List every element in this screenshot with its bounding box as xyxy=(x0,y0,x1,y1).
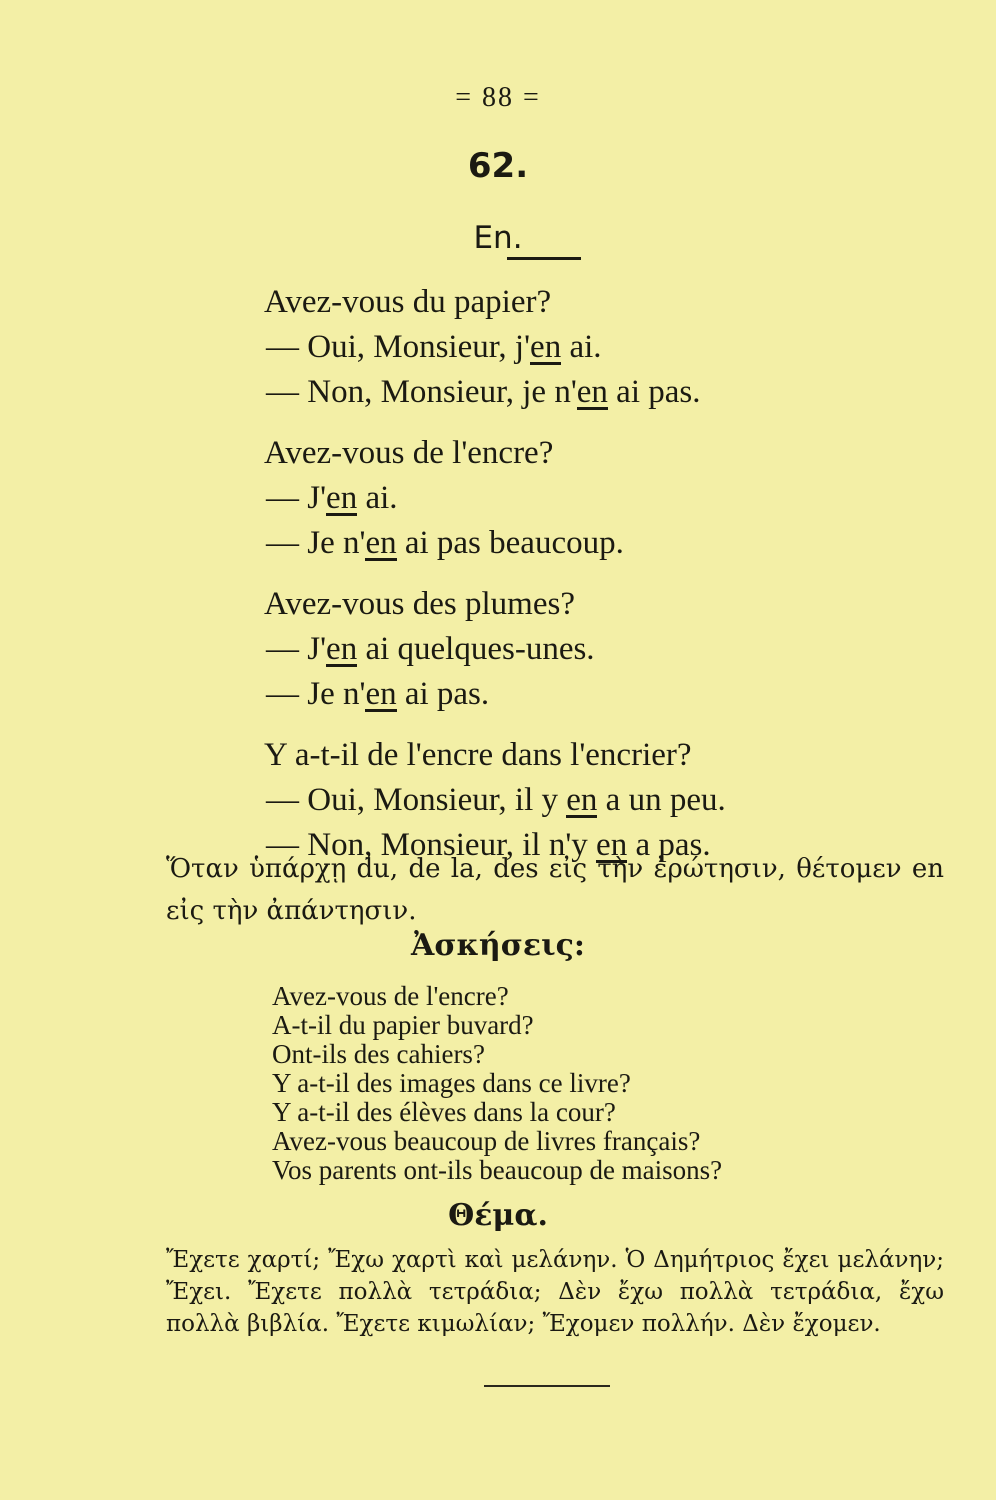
answer-text: ai pas beaucoup. xyxy=(396,525,624,561)
dialog xyxy=(264,280,904,884)
theme-paragraph: Ἔχετε χαρτί; Ἔχω χαρτὶ καὶ μελάνην. Ὁ Δημήτριος ἔχει μελάνην; Ἔχει. Ἔχετε πολλὰ τετράδια; Δὲν ἔχω πολλὰ τετράδια, ἔχω πολλὰ βιβλία. Ἔχετε κιμωλίαν; Ἔχομεν πολλήν. Δὲν ἔχομεν. xyxy=(166,1247,944,1337)
answer-text: ai. xyxy=(357,480,398,516)
exercise-item: Ont-ils des cahiers? xyxy=(272,1039,485,1069)
dialog-group xyxy=(264,582,904,717)
answer-text: — Oui, Monsieur, il y xyxy=(266,782,567,818)
exercise-item: A-t-il du papier buvard? xyxy=(272,1010,534,1040)
answer-line xyxy=(264,627,904,672)
answer-text: — Je n' xyxy=(266,525,366,561)
dialog-group xyxy=(264,280,904,415)
grammar-note: Ὅταν ὑπάρχῃ du, de la, des εἰς τὴν ἐρώτησιν, θέτομεν en εἰς τὴν ἀπάντησιν. xyxy=(166,854,944,926)
lesson-number: 62. xyxy=(467,146,529,186)
answer-text: ai pas. xyxy=(607,374,701,410)
answer-text: a pas. xyxy=(627,827,711,863)
en-underlined: en xyxy=(576,374,608,410)
en-underlined: en xyxy=(365,676,397,712)
answer-text: — J' xyxy=(266,480,327,516)
answer-text: — Je n' xyxy=(266,676,366,712)
question-line: Avez-vous de l'encre? xyxy=(264,435,554,471)
answer-text: — Oui, Monsieur, j' xyxy=(266,329,531,365)
exercise-item: Y a-t-il des élèves dans la cour? xyxy=(272,1097,616,1127)
en-underlined: en xyxy=(596,827,628,863)
section-divider xyxy=(484,1385,610,1387)
exercise-list xyxy=(272,982,892,1185)
answer-line xyxy=(264,370,904,415)
exercise-item: Y a-t-il des images dans ce livre? xyxy=(272,1068,631,1098)
answer-text: a un peu. xyxy=(597,782,726,818)
answer-text: — J' xyxy=(266,631,327,667)
answer-line xyxy=(264,672,904,717)
exercise-item: Avez-vous de l'encre? xyxy=(272,981,509,1011)
exercises-heading: Ἀσκήσεις: xyxy=(411,928,585,963)
answer-text: ai pas. xyxy=(396,676,490,712)
theme-heading: Θέμα. xyxy=(448,1198,548,1233)
answer-line xyxy=(264,778,904,823)
question-line: Avez-vous des plumes? xyxy=(264,586,575,622)
answer-line xyxy=(264,325,904,370)
page-number: = 88 = xyxy=(455,82,541,113)
exercise-item: Avez-vous beaucoup de livres français? xyxy=(272,1126,701,1156)
en-underlined: en xyxy=(326,631,358,667)
en-underlined: en xyxy=(530,329,562,365)
exercise-item: Vos parents ont-ils beaucoup de maisons? xyxy=(272,1155,723,1185)
answer-text: — Non, Monsieur, il n'y xyxy=(266,827,597,863)
title-underline xyxy=(507,257,581,260)
en-underlined: en xyxy=(365,525,397,561)
answer-line xyxy=(264,476,904,521)
answer-text: ai quelques-unes. xyxy=(357,631,595,667)
answer-line xyxy=(264,521,904,566)
question-line: Y a-t-il de l'encre dans l'encrier? xyxy=(264,737,692,773)
answer-text: ai. xyxy=(561,329,602,365)
en-underlined: en xyxy=(566,782,598,818)
answer-text: — Non, Monsieur, je n' xyxy=(266,374,577,410)
question-line: Avez-vous du papier? xyxy=(264,284,552,320)
lesson-title: En. xyxy=(473,220,523,256)
dialog-group xyxy=(264,431,904,566)
en-underlined: en xyxy=(326,480,358,516)
